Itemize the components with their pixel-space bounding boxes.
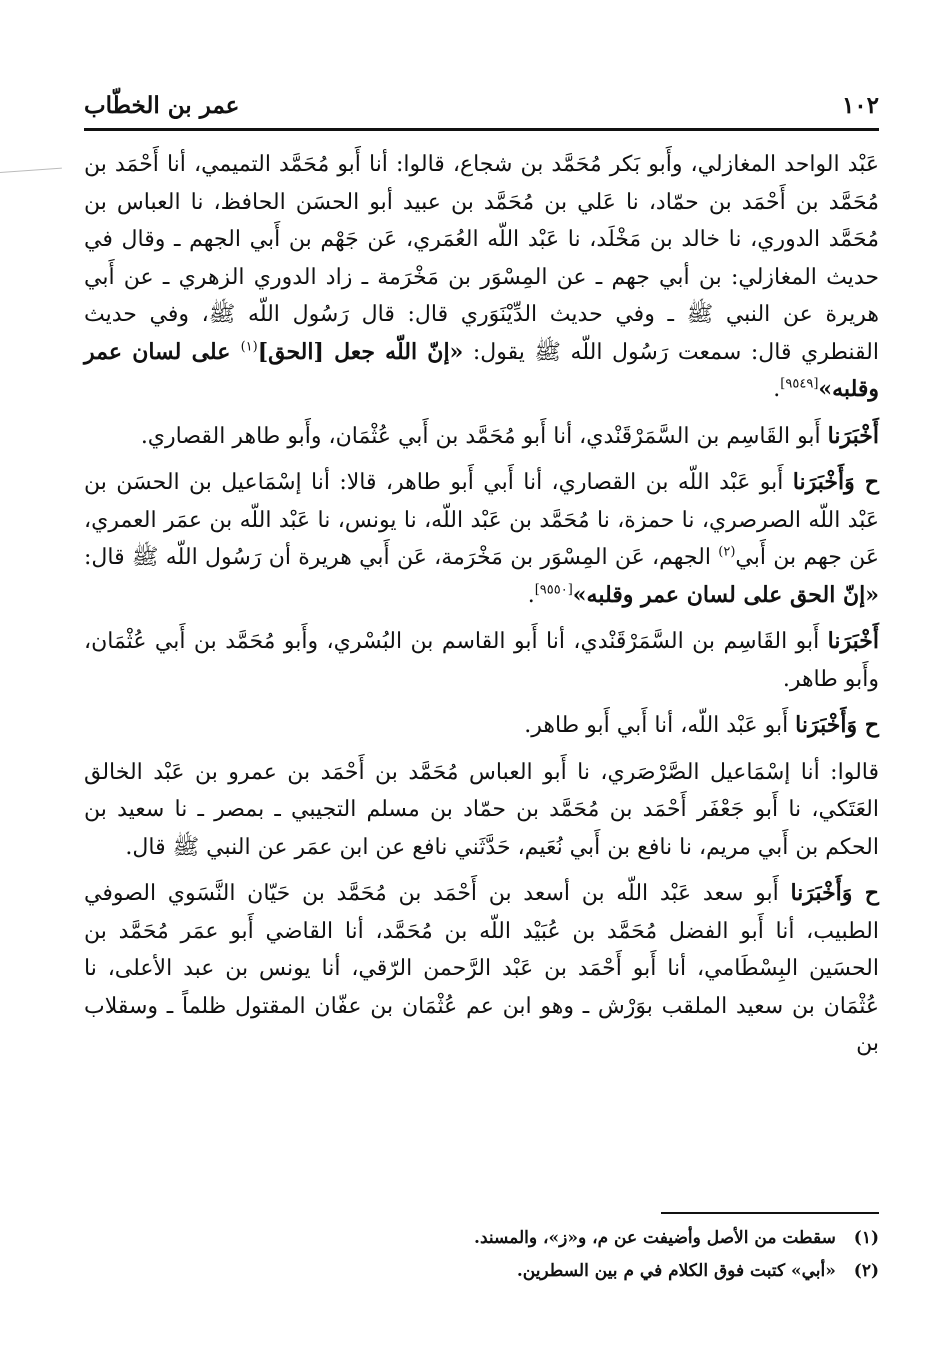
bold-text: وَأَخْبَرَنا <box>795 712 858 738</box>
bold-text: وَأَخْبَرَنا <box>792 469 855 495</box>
footnote-divider <box>661 1212 879 1214</box>
paragraph-text: . <box>527 582 535 608</box>
paragraph-text: أَبو عَبْد اللّه، أنا أَبي أَبو طاهر. <box>524 713 796 738</box>
bold-text: أَخْبَرَنا <box>827 422 879 449</box>
paragraph-text: أَبو عَبْد اللّه بن القصاري، أنا أَبي أَبو طاهر، قالا: أنا إسْمَاعيل بن الحسَن بن عَبْد اللّه الصرصري، نا حمزة، نا مُحَمَّد بن عَبْد اللّه، نا يونس، نا عَبْد اللّه بن عمَر العمري، عَن جهم بن أَبي <box>84 470 879 570</box>
bold-text: أَخْبَرَنا <box>827 628 879 654</box>
bold-text: ح <box>857 712 879 738</box>
paragraph-text: قالوا: أنا إسْمَاعيل الصَّرْصَري، نا أَبو العباس مُحَمَّد بن أَحْمَد بن عمرو بن عَبْد الخالق العَتَكي، نا أَبو جَعْفَر أَحْمَد بن مُحَمَّد بن حمّاد بن مسلم التجيبي ـ بمصر ـ نا سعيد بن الحكم بن أَبي مريم، نا نافع بن أَبي نُعَيم، حَدَّثَني نافع عن ابن عمَر عن النبي ﷺ قال. <box>84 759 879 860</box>
bold-text: ح <box>852 880 879 906</box>
header-rule <box>84 128 879 131</box>
bold-text: ح <box>854 469 879 495</box>
paragraph-text: أَبو سعد عَبْد اللّه بن أسعد بن أَحْمَد بن مُحَمَّد بن حَيّان النَّسَوي الصوفي الطبيب، أنا أَبو الفضل مُحَمَّد بن عُبَيْد اللّه بن مُحَمَّد، أنا القاضي أَبو عمَر مُحَمَّد بن الحسَين البِسْطَامي، أنا أَبو أَحْمَد بن عَبْد الرَّحمن الرّقي، أنا يونس بن عبد الأعلى، نا عُثْمَان بن سعيد الملقب بوَرْش ـ وهو ابن عم عُثْمَان بن عفّان المقتول ظلماً ـ وسقلاب بن <box>84 881 879 1056</box>
scan-margin-mark <box>0 168 62 173</box>
text-paragraph <box>84 875 879 1063</box>
reference-marker: (١) <box>240 339 258 355</box>
reference-marker: (٢) <box>718 544 736 560</box>
text-paragraph <box>84 707 879 745</box>
footnote-number: (١) <box>853 1228 879 1248</box>
main-text <box>84 146 879 1072</box>
text-paragraph <box>84 754 879 867</box>
page-number: ١٠٢ <box>841 92 879 119</box>
text-paragraph <box>84 464 879 614</box>
reference-marker: [٩٥٥٠] <box>534 582 573 598</box>
paragraph-text: أَبو القَاسِم بن السَّمَرْقَنْدي، أنا أَبو القاسم بن البُسْري، وأَبو مُحَمَّد بن أَبي عُثْمَان، وأَبو طاهر. <box>84 629 879 692</box>
footnote-text: سقطت من الأصل وأضيفت عن م، و«ز»، والمسند. <box>474 1228 836 1248</box>
paragraph-text: عَبْد الواحد المغازلي، وأَبو بَكر مُحَمَّد بن شجاع، قالوا: أنا أَبو مُحَمَّد التميمي، أنا أَحْمَد بن مُحَمَّد بن أَحْمَد بن حمّاد، نا عَلي بن مُحَمَّد بن عبيد أبو الحسَن الحافظ، نا العباس بن مُحَمَّد الدوري، نا خالد بن مَخْلَد، نا عَبْد اللّه العُمَري، عَن جَهْم بن أَبي الجهم ـ وقال في حديث المغازلي: بن أبي جهم ـ عن المِسْوَر بن مَخْرَمة ـ زاد الدوري الزهري ـ عن أَبي هريرة عن النبي ﷺ ـ وفي حديث الدِّيْنَوَري قال: قال رَسُول اللّه ﷺ، وفي حديث القنطري قال: سمعت رَسُول اللّه ﷺ يقول: <box>84 152 879 365</box>
text-paragraph <box>84 623 879 698</box>
footnote-text: «أبي» كتبت فوق الكلام في م بين السطرين. <box>516 1261 836 1281</box>
footnote-item <box>84 1222 879 1255</box>
reference-marker: [٩٥٤٩] <box>780 376 819 392</box>
bold-text: «إنّ الحق على لسان عمر وقلبه» <box>572 581 879 608</box>
text-paragraph <box>84 418 879 456</box>
page-header <box>84 92 879 128</box>
bold-text: «إنّ اللّه جعل [الحق] <box>257 338 464 365</box>
bold-text: على لسان عمر وقلبه» <box>84 338 879 402</box>
paragraph-text: أَبو القَاسِم بن السَّمَرْقَنْدي، أنا أَبو مُحَمَّد بن أَبي عُثْمَان، وأَبو طاهر القصاري. <box>140 423 828 449</box>
paragraph-text: الجهم، عَن المِسْوَر بن مَخْرَمة، عَن أَبي هريرة أن رَسُول اللّه ﷺ قال: <box>84 545 719 570</box>
running-title: عمر بن الخطّاب <box>84 92 240 119</box>
footnote-item <box>84 1255 879 1288</box>
footnotes <box>84 1222 879 1288</box>
bold-text: وَأَخْبَرَنا <box>790 880 853 906</box>
paragraph-text: . <box>773 377 781 402</box>
footnote-number: (٢) <box>853 1261 879 1281</box>
text-paragraph <box>84 146 879 409</box>
